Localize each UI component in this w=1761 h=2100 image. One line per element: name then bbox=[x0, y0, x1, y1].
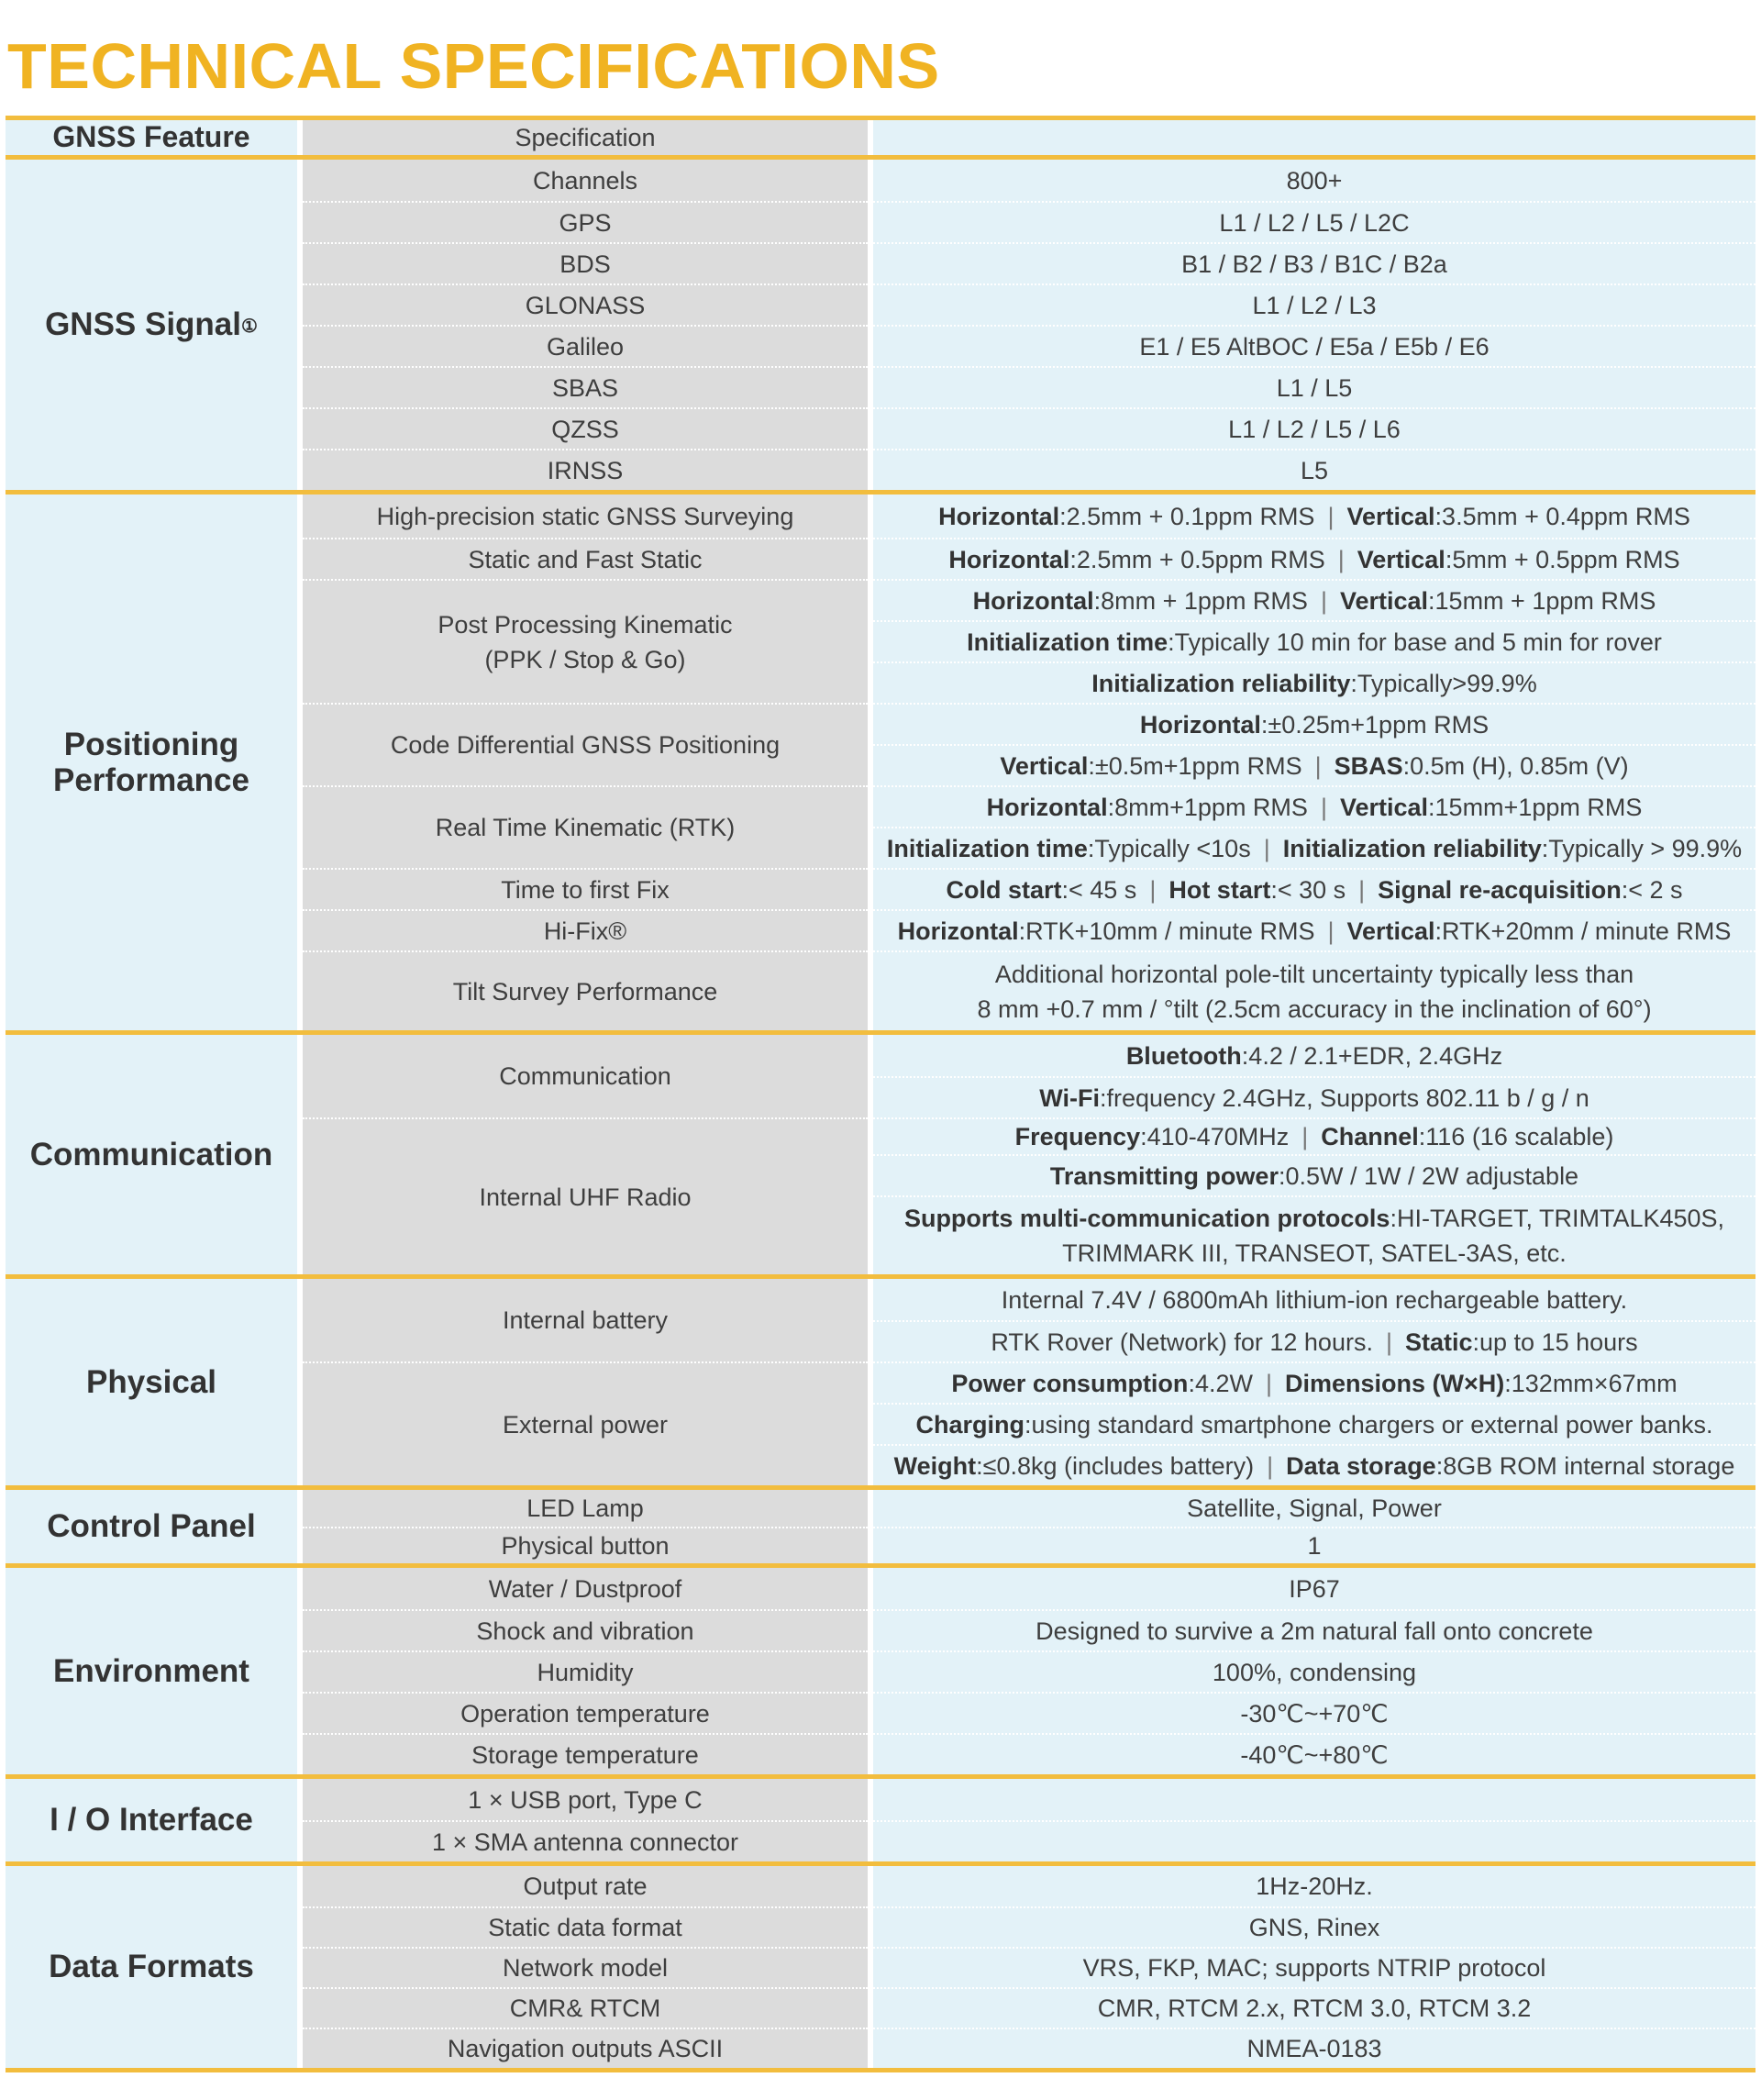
spec-operation-temp: Operation temperature bbox=[303, 1692, 868, 1733]
spec-bds: BDS bbox=[303, 242, 868, 283]
value-led-lamp: Satellite, Signal, Power bbox=[1187, 1494, 1442, 1522]
value-humidity: 100%, condensing bbox=[873, 1650, 1755, 1692]
value-power-dimensions: Power consumption :4.2W | Dimensions (W×H) :132mm×67mm bbox=[873, 1361, 1755, 1403]
feature-column-header: GNSS Feature bbox=[6, 120, 297, 155]
value-ppk-init-time: Initialization time :Typically 10 min for base and 5 min for rover bbox=[873, 620, 1755, 661]
feature-gnss-signal bbox=[6, 160, 297, 490]
spec-qzss: QZSS bbox=[303, 407, 868, 449]
value-glonass: L1 / L2 / L3 bbox=[873, 283, 1755, 325]
spec-tilt: Tilt Survey Performance bbox=[303, 950, 868, 1030]
value-column-header bbox=[873, 120, 1755, 155]
value-shock: Designed to survive a 2m natural fall onto concrete bbox=[873, 1609, 1755, 1650]
spec-ttff: Time to first Fix bbox=[303, 868, 868, 909]
spec-storage-temp: Storage temperature bbox=[303, 1733, 868, 1774]
value-storage-temp: -40℃~+80℃ bbox=[873, 1733, 1755, 1774]
spec-internal-battery: Internal battery bbox=[502, 1306, 669, 1334]
feature-data-formats: Data Formats bbox=[6, 1866, 297, 2068]
spec-shock: Shock and vibration bbox=[303, 1609, 868, 1650]
spec-physical-button: Physical button bbox=[303, 1527, 868, 1563]
page-title: TECHNICAL SPECIFICATIONS bbox=[7, 30, 940, 102]
spec-ppk bbox=[303, 579, 868, 703]
spec-communication: Communication bbox=[499, 1062, 671, 1090]
spec-ppk-line1: Post Processing Kinematic bbox=[437, 610, 733, 639]
spec-code-diff: Code Differential GNSS Positioning bbox=[303, 703, 868, 785]
feature-positioning bbox=[6, 494, 297, 1030]
spec-galileo: Galileo bbox=[303, 325, 868, 366]
spec-humidity: Humidity bbox=[303, 1650, 868, 1692]
value-bds: B1 / B2 / B3 / B1C / B2a bbox=[873, 242, 1755, 283]
spec-navigation-outputs: Navigation outputs ASCII bbox=[303, 2028, 868, 2068]
header-row bbox=[6, 116, 1755, 155]
value-network-model: VRS, FKP, MAC; supports NTRIP protocol bbox=[873, 1947, 1755, 1987]
spec-hifix: Hi-Fix® bbox=[303, 909, 868, 950]
spec-table bbox=[6, 116, 1755, 2072]
spec-led-lamp: LED Lamp bbox=[526, 1494, 644, 1522]
value-cmr-rtcm: CMR, RTCM 2.x, RTCM 3.0, RTCM 3.2 bbox=[873, 1987, 1755, 2028]
spec-sma-connector: 1 × SMA antenna connector bbox=[303, 1820, 868, 1861]
spec-cmr-rtcm: CMR& RTCM bbox=[303, 1987, 868, 2028]
section-control-panel bbox=[6, 1485, 1755, 1563]
value-static-data-format: GNS, Rinex bbox=[873, 1906, 1755, 1947]
spec-sbas: SBAS bbox=[303, 366, 868, 407]
value-water-dustproof: IP67 bbox=[1289, 1574, 1340, 1603]
spec-rtk: Real Time Kinematic (RTK) bbox=[303, 785, 868, 868]
value-sma-connector bbox=[873, 1820, 1755, 1861]
spec-uhf-radio: Internal UHF Radio bbox=[303, 1117, 868, 1274]
section-io-interface bbox=[6, 1774, 1755, 1861]
spec-usb-port: 1 × USB port, Type C bbox=[468, 1785, 703, 1814]
value-qzss: L1 / L2 / L5 / L6 bbox=[873, 407, 1755, 449]
footnote-mark: ① bbox=[241, 316, 258, 337]
section-gnss-signal bbox=[6, 155, 1755, 490]
value-operation-temp: -30℃~+70℃ bbox=[873, 1692, 1755, 1733]
value-charging: Charging :using standard smartphone chargers or external power banks. bbox=[873, 1403, 1755, 1444]
section-data-formats bbox=[6, 1861, 1755, 2072]
spec-static-fast: Static and Fast Static bbox=[303, 538, 868, 579]
spec-output-rate: Output rate bbox=[523, 1872, 648, 1900]
value-usb-port bbox=[873, 1779, 1755, 1820]
spec-gps: GPS bbox=[303, 201, 868, 242]
feature-communication: Communication bbox=[6, 1035, 297, 1274]
value-channels: 800+ bbox=[1286, 166, 1343, 194]
value-hifix: Horizontal :RTK+10mm / minute RMS | Vertical :RTK+20mm / minute RMS bbox=[873, 909, 1755, 950]
value-static-fast: Horizontal :2.5mm + 0.5ppm RMS | Vertical :5mm + 0.5ppm RMS bbox=[873, 538, 1755, 579]
value-gps: L1 / L2 / L5 / L2C bbox=[873, 201, 1755, 242]
value-galileo: E1 / E5 AltBOC / E5a / E5b / E6 bbox=[873, 325, 1755, 366]
section-environment bbox=[6, 1563, 1755, 1774]
section-physical bbox=[6, 1274, 1755, 1485]
value-physical-button: 1 bbox=[873, 1527, 1755, 1563]
spec-external-power: External power bbox=[303, 1361, 868, 1485]
value-rtk-accuracy: Horizontal :8mm+1ppm RMS | Vertical :15mm+1ppm RMS bbox=[873, 785, 1755, 827]
spec-hp-static: High-precision static GNSS Surveying bbox=[376, 502, 794, 530]
section-positioning bbox=[6, 490, 1755, 1030]
value-ttff: Cold start :< 45 s | Hot start :< 30 s | Signal re-acquisition :< 2 s bbox=[873, 868, 1755, 909]
spec-column-header: Specification bbox=[515, 124, 656, 151]
spec-irnss: IRNSS bbox=[303, 449, 868, 490]
value-uhf-protocols: Supports multi-communication protocols :HI-TARGET, TRIMTALK450S, TRIMMARK III, TRANSEOT, SATEL-3AS, etc. bbox=[873, 1195, 1755, 1274]
feature-label-line2: Performance bbox=[53, 762, 249, 798]
value-sbas: L1 / L5 bbox=[873, 366, 1755, 407]
spec-water-dustproof: Water / Dustproof bbox=[488, 1574, 682, 1603]
value-uhf-frequency: Frequency :410-470MHz | Channel :116 (16 scalable) bbox=[873, 1117, 1755, 1154]
value-ppk-init-reliability: Initialization reliability :Typically>99.9% bbox=[873, 661, 1755, 703]
value-output-rate: 1Hz-20Hz. bbox=[1256, 1872, 1373, 1900]
spec-ppk-line2: (PPK / Stop & Go) bbox=[484, 645, 686, 673]
feature-label-line1: Positioning bbox=[63, 726, 239, 762]
feature-physical: Physical bbox=[6, 1279, 297, 1485]
value-bluetooth: Bluetooth :4.2 / 2.1+EDR, 2.4GHz bbox=[1125, 1041, 1503, 1070]
value-uhf-power: Transmitting power :0.5W / 1W / 2W adjustable bbox=[873, 1154, 1755, 1195]
feature-environment: Environment bbox=[6, 1568, 297, 1774]
feature-io-interface: I / O Interface bbox=[6, 1779, 297, 1861]
value-code-diff-horizontal: Horizontal :±0.25m+1ppm RMS bbox=[873, 703, 1755, 744]
value-battery: Internal 7.4V / 6800mAh lithium-ion rechargeable battery. bbox=[1001, 1285, 1628, 1314]
feature-control-panel: Control Panel bbox=[6, 1490, 297, 1563]
value-ppk-accuracy: Horizontal :8mm + 1ppm RMS | Vertical :15mm + 1ppm RMS bbox=[873, 579, 1755, 620]
feature-label: GNSS Signal bbox=[45, 306, 241, 343]
value-code-diff-vertical: Vertical :±0.5m+1ppm RMS | SBAS :0.5m (H), 0.85m (V) bbox=[873, 744, 1755, 785]
value-battery-life: RTK Rover (Network) for 12 hours. | Static :up to 15 hours bbox=[873, 1320, 1755, 1361]
value-rtk-init: Initialization time :Typically <10s | Initialization reliability :Typically > 99.9% bbox=[873, 827, 1755, 868]
value-hp-static: Horizontal :2.5mm + 0.1ppm RMS | Vertical :3.5mm + 0.4ppm RMS bbox=[938, 502, 1690, 530]
spec-channels: Channels bbox=[532, 166, 638, 194]
value-irnss: L5 bbox=[873, 449, 1755, 490]
value-tilt: Additional horizontal pole-tilt uncertainty typically less than 8 mm +0.7 mm / °tilt (2.5cm accuracy in the inclination of 60°) bbox=[873, 950, 1755, 1030]
section-communication bbox=[6, 1030, 1755, 1274]
value-navigation-outputs: NMEA-0183 bbox=[873, 2028, 1755, 2068]
spec-network-model: Network model bbox=[303, 1947, 868, 1987]
spec-static-data-format: Static data format bbox=[303, 1906, 868, 1947]
value-wifi: Wi-Fi :frequency 2.4GHz, Supports 802.11 b / g / n bbox=[873, 1076, 1755, 1117]
spec-glonass: GLONASS bbox=[303, 283, 868, 325]
value-weight-storage: Weight :≤0.8kg (includes battery) | Data storage :8GB ROM internal storage bbox=[873, 1444, 1755, 1485]
